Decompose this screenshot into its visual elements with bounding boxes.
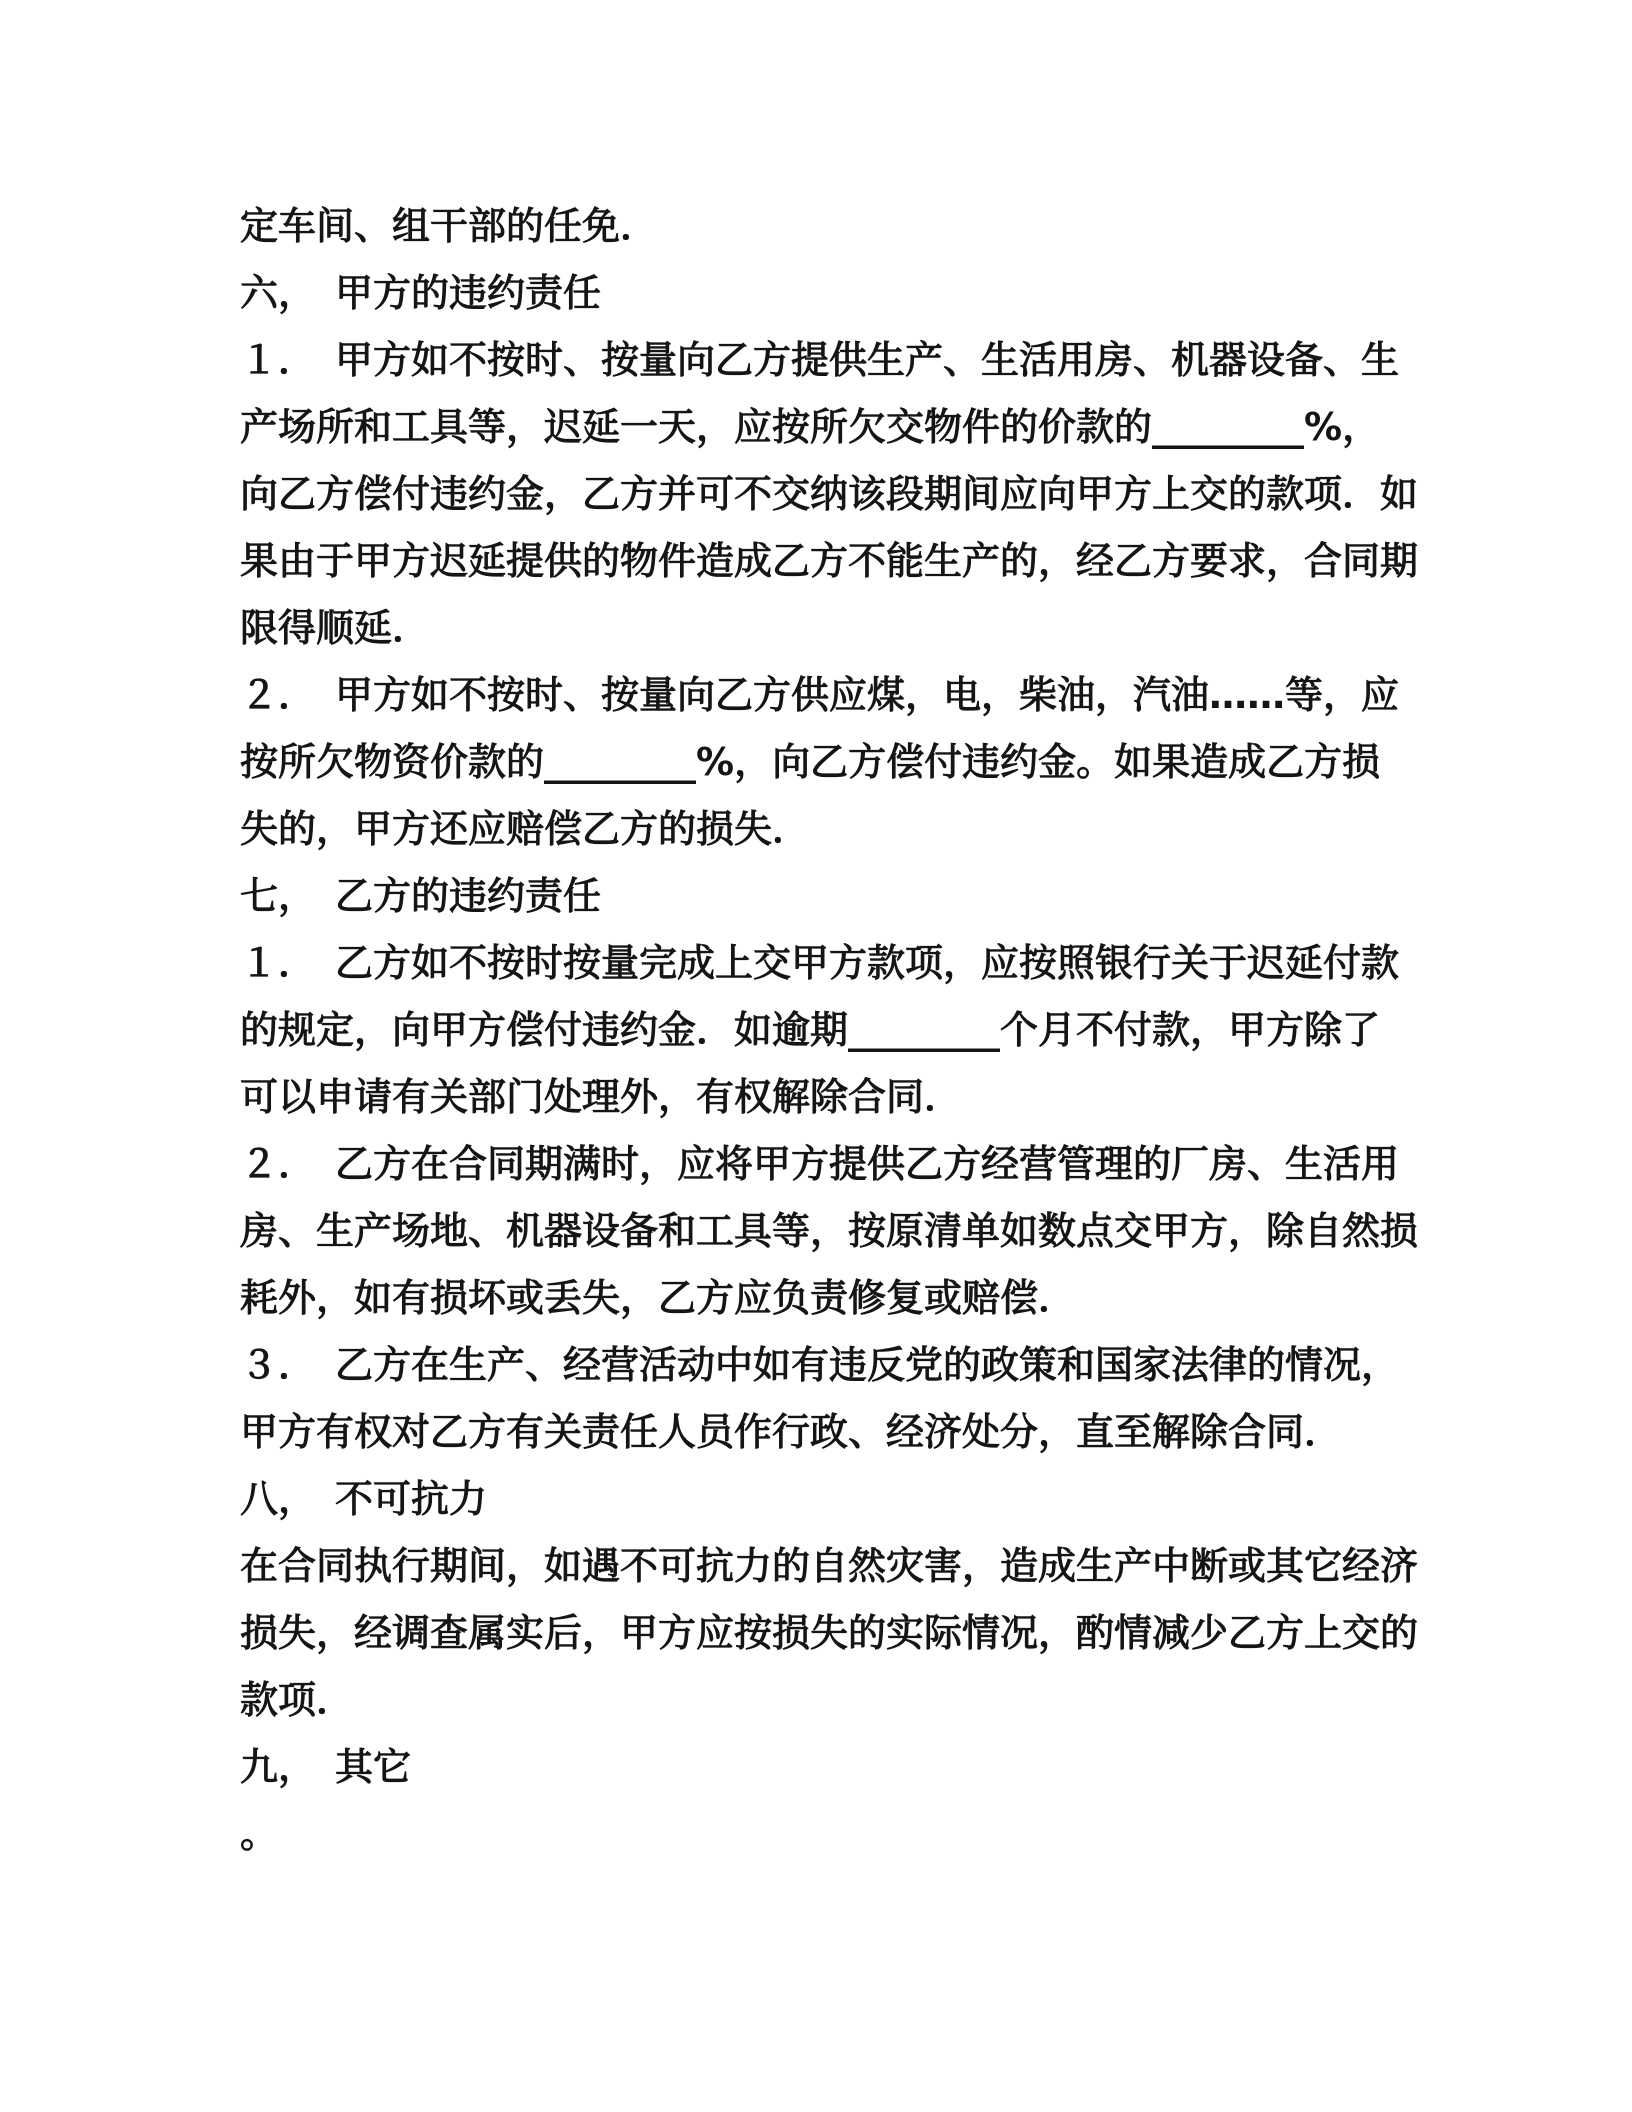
text-line: 向乙方偿付违约金，乙方并可不交纳该段期间应向甲方上交的款项．如 — [240, 472, 1419, 516]
text-line: 按所欠物资价款的________%，向乙方偿付违约金。如果造成乙方损 — [240, 740, 1381, 784]
text-line: 六， 甲方的违约责任 — [240, 271, 602, 315]
text-line: ２． 乙方在合同期满时，应将甲方提供乙方经营管理的厂房、生活用 — [240, 1142, 1400, 1186]
text-line: 八， 不可抗力 — [240, 1477, 488, 1521]
text-line: ３． 乙方在生产、经营活动中如有违反党的政策和国家法律的情况， — [240, 1343, 1400, 1387]
text-line: 。 — [240, 1812, 279, 1856]
text-line: 损失，经调查属实后，甲方应按损失的实际情况，酌情减少乙方上交的 — [240, 1611, 1419, 1655]
text-line: 七， 乙方的违约责任 — [240, 874, 602, 918]
text-line: 款项． — [240, 1678, 355, 1722]
text-line: 甲方有权对乙方有关责任人员作行政、经济处分，直至解除合同． — [240, 1410, 1343, 1454]
text-line: 房、生产场地、机器设备和工具等，按原清单如数点交甲方，除自然损 — [240, 1209, 1419, 1253]
text-line: 果由于甲方迟延提供的物件造成乙方不能生产的，经乙方要求，合同期 — [240, 539, 1419, 583]
text-line: 九， 其它 — [240, 1745, 412, 1789]
text-line: 在合同执行期间，如遇不可抗力的自然灾害，造成生产中断或其它经济 — [240, 1544, 1419, 1588]
contract-text-block — [240, 193, 1540, 1868]
text-line: 产场所和工具等，迟延一天，应按所欠交物件的价款的________%， — [240, 405, 1381, 449]
text-line: 失的，甲方还应赔偿乙方的损失． — [240, 807, 811, 851]
text-line: 可以申请有关部门处理外，有权解除合同． — [240, 1075, 963, 1119]
text-line: 限得顺延． — [240, 606, 431, 650]
text-line: １． 乙方如不按时按量完成上交甲方款项，应按照银行关于迟延付款 — [240, 941, 1400, 985]
text-line: 耗外，如有损坏或丢失，乙方应负责修复或赔偿． — [240, 1276, 1077, 1320]
text-line: ２． 甲方如不按时、按量向乙方供应煤，电，柴油，汽油……等，应 — [240, 673, 1400, 717]
text-line: １． 甲方如不按时、按量向乙方提供生产、生活用房、机器设备、生 — [240, 338, 1400, 382]
text-line: 的规定，向甲方偿付违约金．如逾期________个月不付款，甲方除了 — [240, 1008, 1381, 1052]
text-line: 定车间、组干部的任免． — [240, 204, 659, 248]
